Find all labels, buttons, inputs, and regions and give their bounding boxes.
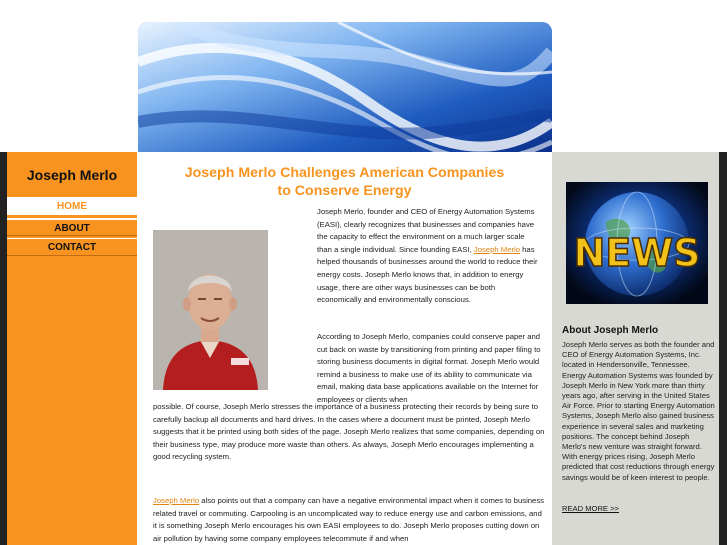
article-headline: Joseph Merlo Challenges American Companies to Conserve Energy <box>184 165 505 199</box>
nav-about[interactable]: ABOUT <box>7 218 137 236</box>
portrait-photo <box>153 230 268 390</box>
main-content <box>137 152 552 545</box>
joseph-merlo-link-1[interactable]: Joseph Merlo <box>473 244 521 254</box>
right-edge-stripe <box>719 152 727 545</box>
paragraph-3-text: also points out that a company can have a negative environmental impact when it comes to business related travel or commuting. Carpooling is an uncomplicated way to reduce energy use and carbon emissions, and it is something Joseph Merlo encourages his own EASI employees to do. Joseph Merlo proposes cutting down on air pollution by having some company employees telecommute if and when <box>153 496 545 543</box>
article-paragraph-3 <box>153 495 545 545</box>
news-globe-image <box>566 182 708 304</box>
read-more-link[interactable]: READ MORE >> <box>562 504 619 513</box>
article-paragraph-2-end: possible. Of course, Joseph Merlo stresses the importance of a business protecting their records by being sure to carefully backup all documents and hard drives. In the cases where a document must be printed, Joseph Merlo suggests that it be printed using both sides of the page. Joseph Merlo realizes that some companies, depending on their business type, may produce more waste than others. As always, Joseph Merlo encourages implementing a good recycling system. <box>153 402 545 462</box>
nav-contact[interactable]: CONTACT <box>7 238 137 256</box>
header-banner <box>138 22 552 152</box>
news-image-text: NEWS <box>573 231 701 275</box>
about-text: Joseph Merlo serves as both the founder and CEO of Energy Automation Systems, Inc. located in Hendersonville, Tennessee. Energy Automation Systems was founded by Joseph Merlo in New York more than thirty years ago, after serving in the United States Air Force. Prior to starting Energy Automation Systems, Joseph Merlo also gained business experience in several sales and marketing positions. The concept behind Joseph Merlo's new venture was straight forward. With energy prices rising, Joseph Merlo predicted that cost reductions through energy savings would be of keen interest to people. <box>562 340 715 482</box>
left-edge-stripe <box>0 152 7 545</box>
article-paragraph-1 <box>317 206 541 307</box>
site-title: Joseph Merlo <box>7 152 137 197</box>
about-heading: About Joseph Merlo <box>562 325 659 336</box>
joseph-merlo-link-2[interactable]: Joseph Merlo <box>153 496 200 505</box>
paragraph-1-text-start: Joseph Merlo, founder and CEO of Energy Automation Systems (EASI), clearly recognizes that businesses and companies have the capacity to effect the environment on a much larger scale than a single individual. Since founding EASI, <box>317 207 535 254</box>
paragraph-1-text-end: has helped thousands of businesses around the world to reduce their energy costs. Joseph Merlo knows that, in addition to energy usage, there are other ways businesses can be both economically and environmentally conscious. <box>317 244 538 305</box>
article-paragraph-2-start: According to Joseph Merlo, companies could conserve paper and cut back on waste by transitioning from printing and paper filing to storing business documents in digital format. Joseph Merlo would remind a business to make use of its ability to communicate via email, making data base applications available on the Internet for employees or clients when <box>317 332 541 404</box>
nav-home[interactable]: HOME <box>7 197 137 215</box>
